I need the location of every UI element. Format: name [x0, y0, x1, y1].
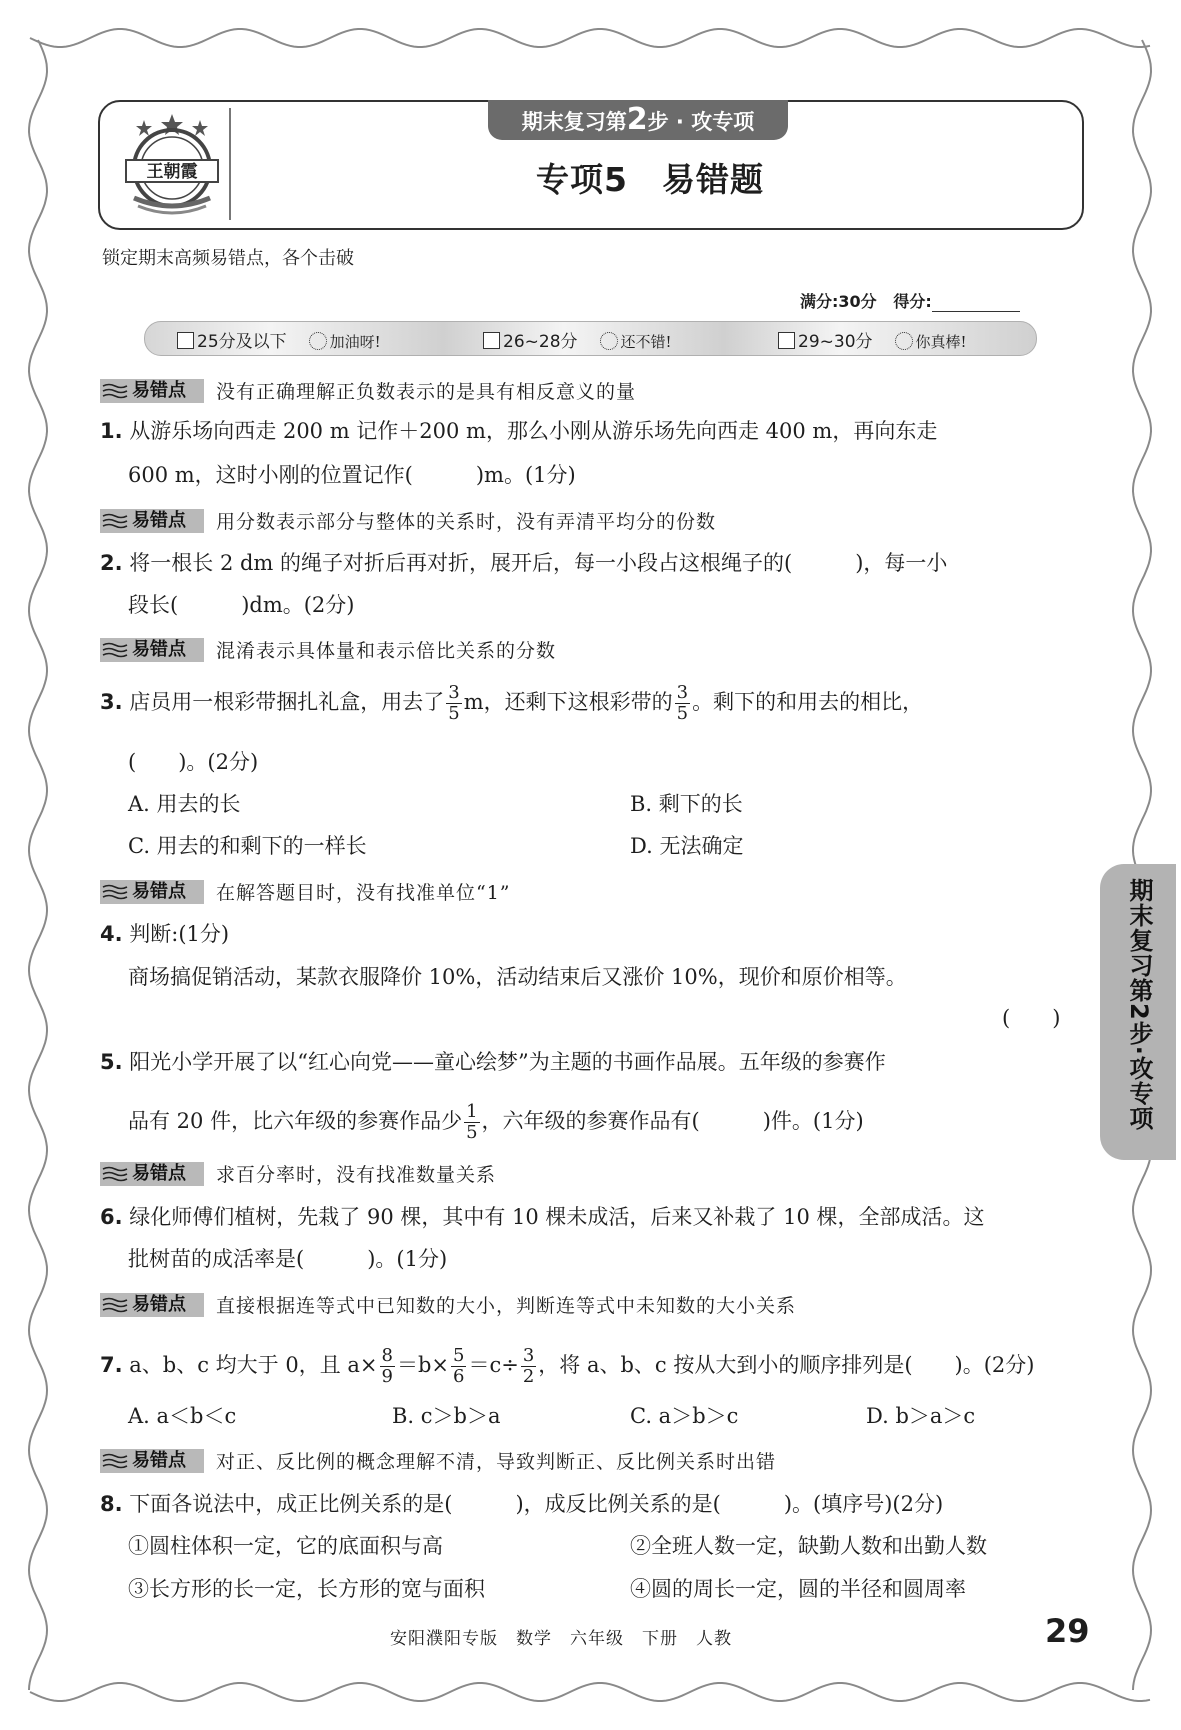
- option-a: A. 用去的长: [128, 792, 241, 816]
- question-2-line-2: 段长( )dm。(2分): [128, 593, 355, 617]
- statement-1: ①圆柱体积一定，它的底面积与高: [128, 1534, 443, 1558]
- rating-item: 26~28分 还不错!: [483, 327, 672, 352]
- header-divider: [229, 108, 231, 220]
- wave-icon: [102, 1166, 128, 1182]
- wave-icon: [102, 1453, 128, 1469]
- option-c: C. a＞b＞c: [630, 1404, 739, 1428]
- tag-marker: 易错点: [100, 1162, 204, 1186]
- statement-3: ③长方形的长一定，长方形的宽与面积: [128, 1577, 485, 1601]
- mistake-tag: 易错点 求百分率时，没有找准数量关系: [100, 1160, 496, 1184]
- tag-marker: 易错点: [100, 638, 204, 662]
- fraction: $\frac{3}{5}$: [448, 682, 460, 724]
- option-b: B. c＞b＞a: [392, 1404, 501, 1428]
- wave-icon: [102, 642, 128, 658]
- fraction: $\frac{3}{5}$: [676, 682, 689, 724]
- question-1-line-1: 1. 从游乐场向西走 200 m 记作＋200 m，那么小刚从游乐场先向西走 400 m，再向东走: [100, 419, 938, 443]
- wave-icon: [102, 884, 128, 900]
- smiley-icon: [895, 332, 913, 350]
- question-7-line-1: 7. a、b、c 均大于 0，且 a× $\frac{8}{9}$ ＝b× $\frac{5}{6}$ ＝c÷ $\frac{3}{2}$ ，将 a、b、c 按从大到小的顺序排列是( )。(2分): [100, 1345, 1035, 1387]
- step-pre: 期末复习第: [521, 110, 627, 134]
- fraction: $\frac{5}{6}$: [453, 1345, 465, 1387]
- option-a: A. a＜b＜c: [128, 1404, 237, 1428]
- tag-marker: 易错点: [100, 1293, 204, 1317]
- got-score-label: 得分:: [893, 292, 932, 311]
- rating-item: 29~30分 你真棒!: [778, 327, 967, 352]
- option-d: D. 无法确定: [630, 834, 744, 858]
- option-d: D. b＞a＞c: [866, 1404, 976, 1428]
- question-6-line-1: 6. 绿化师傅们植树，先栽了 90 棵，其中有 10 棵未成活，后来又补栽了 10 棵，全部成活。这: [100, 1205, 985, 1229]
- question-4-line-1: 4. 判断:(1分): [100, 922, 230, 946]
- fraction: $\frac{1}{5}$: [466, 1101, 478, 1143]
- question-3-line-1: 3. 店员用一根彩带捆扎礼盒，用去了 $\frac{3}{5}$ m，还剩下这根彩带的 $\frac{3}{5}$ 。剩下的和用去的相比，: [100, 682, 924, 724]
- mistake-tag: 易错点 直接根据连等式中已知数的大小，判断连等式中未知数的大小关系: [100, 1291, 796, 1315]
- question-5-line-2: 品有 20 件，比六年级的参赛作品少 $\frac{1}{5}$ ，六年级的参赛作品有( )件。(1分): [128, 1101, 864, 1143]
- question-6-line-2: 批树苗的成活率是( )。(1分): [128, 1247, 448, 1271]
- smiley-icon: [600, 332, 618, 350]
- mistake-tag: 易错点 对正、反比例的概念理解不清，导致判断正、反比例关系时出错: [100, 1447, 776, 1471]
- logo-text: 王朝霞: [146, 162, 198, 182]
- brand-logo: [120, 110, 224, 218]
- rating-item: 25分及以下 加油呀!: [177, 327, 381, 352]
- question-8-line-1: 8. 下面各说法中，成正比例关系的是( )，成反比例关系的是( )。(填序号)(2分): [100, 1492, 944, 1516]
- option-b: B. 剩下的长: [630, 792, 743, 816]
- tag-marker: 易错点: [100, 880, 204, 904]
- mistake-tag: 易错点 在解答题目时，没有找准单位“1”: [100, 878, 511, 902]
- statement-4: ④圆的周长一定，圆的半径和圆周率: [630, 1577, 966, 1601]
- wave-icon: [102, 1297, 128, 1313]
- checkbox[interactable]: [177, 332, 194, 349]
- step-number: 2: [626, 102, 648, 137]
- header-banner: [98, 100, 1084, 230]
- wave-icon: [102, 513, 128, 529]
- score-blank: [932, 297, 1020, 312]
- intro-text: 锁定期末高频易错点，各个击破: [102, 248, 354, 269]
- page-number: 29: [1045, 1612, 1090, 1650]
- question-4-line-2: 商场搞促销活动，某款衣服降价 10%，活动结束后又涨价 10%，现价和原价相等。: [128, 965, 907, 989]
- tag-marker: 易错点: [100, 379, 204, 403]
- self-rating-bar: [144, 321, 1037, 356]
- mistake-tag: 易错点 混淆表示具体量和表示倍比关系的分数: [100, 636, 556, 660]
- step-post: 步 · 攻专项: [647, 110, 755, 134]
- question-1-line-2: 600 m，这时小刚的位置记作( )m。(1分): [128, 463, 576, 487]
- checkbox[interactable]: [483, 332, 500, 349]
- side-tab: [1100, 864, 1176, 1160]
- question-5-line-1: 5. 阳光小学开展了以“红心向党——童心绘梦”为主题的书画作品展。五年级的参赛作: [100, 1050, 886, 1074]
- statement-2: ②全班人数一定，缺勤人数和出勤人数: [630, 1534, 987, 1558]
- score-line: [800, 289, 1020, 312]
- question-3-line-2: ( )。(2分): [128, 750, 259, 774]
- fraction: $\frac{3}{2}$: [522, 1345, 535, 1387]
- page-title: 专项5 易错题: [536, 160, 764, 199]
- checkbox[interactable]: [778, 332, 795, 349]
- full-score: 满分:30分: [800, 292, 877, 311]
- option-c: C. 用去的和剩下的一样长: [128, 834, 367, 858]
- smiley-icon: [309, 332, 327, 350]
- side-tab-text: 期末复习第2步·攻专项: [1125, 878, 1153, 1131]
- wave-icon: [102, 383, 128, 399]
- mistake-tag: 易错点 用分数表示部分与整体的关系时，没有弄清平均分的份数: [100, 507, 716, 531]
- answer-paren: ( ): [1002, 1006, 1061, 1030]
- step-tab: [488, 100, 788, 140]
- question-2-line-1: 2. 将一根长 2 dm 的绳子对折后再对折，展开后，每一小段占这根绳子的( )，每一小: [100, 551, 948, 575]
- fraction: $\frac{8}{9}$: [381, 1345, 393, 1387]
- mistake-tag: 易错点 没有正确理解正负数表示的是具有相反意义的量: [100, 377, 636, 401]
- tag-marker: 易错点: [100, 1449, 204, 1473]
- tag-marker: 易错点: [100, 509, 204, 533]
- footer-text: 安阳濮阳专版 数学 六年级 下册 人教: [390, 1629, 732, 1649]
